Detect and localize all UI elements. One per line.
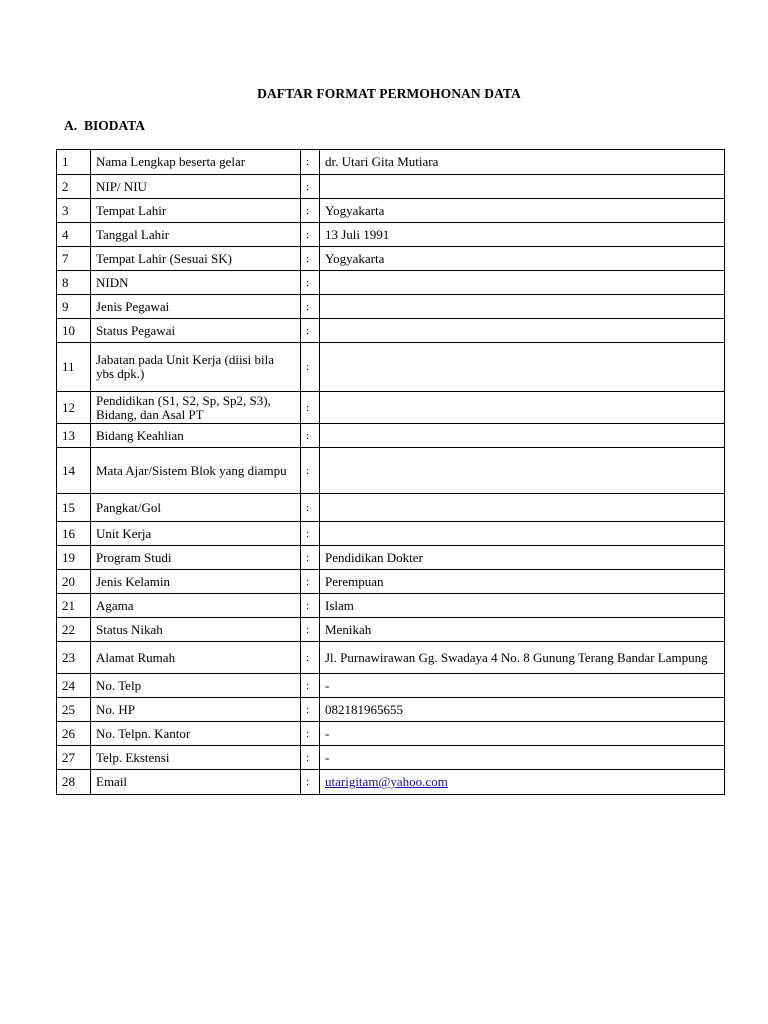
- biodata-table: [56, 149, 725, 795]
- row-label: No. Telp: [91, 674, 301, 698]
- row-value: [320, 343, 725, 392]
- row-number: 16: [57, 522, 91, 546]
- table-row: [57, 522, 725, 546]
- row-value: [320, 319, 725, 343]
- row-value: [320, 271, 725, 295]
- row-number: 24: [57, 674, 91, 698]
- row-label: No. HP: [91, 698, 301, 722]
- row-value: Pendidikan Dokter: [320, 546, 725, 570]
- table-row: [57, 546, 725, 570]
- table-row: [57, 199, 725, 223]
- row-value: Menikah: [320, 618, 725, 642]
- table-row: [57, 175, 725, 199]
- section-letter: A.: [64, 118, 78, 133]
- row-label: Unit Kerja: [91, 522, 301, 546]
- row-separator: :: [301, 618, 320, 642]
- table-row: [57, 392, 725, 424]
- row-number: 9: [57, 295, 91, 319]
- row-value: [320, 424, 725, 448]
- row-label: Pendidikan (S1, S2, Sp, Sp2, S3), Bidang, dan Asal PT: [91, 392, 301, 424]
- row-separator: :: [301, 642, 320, 674]
- row-value: -: [320, 746, 725, 770]
- row-number: 27: [57, 746, 91, 770]
- row-separator: :: [301, 247, 320, 271]
- row-number: 1: [57, 150, 91, 175]
- row-number: 7: [57, 247, 91, 271]
- row-separator: :: [301, 448, 320, 494]
- row-separator: :: [301, 175, 320, 199]
- table-row: [57, 698, 725, 722]
- row-label: NIDN: [91, 271, 301, 295]
- document-title: DAFTAR FORMAT PERMOHONAN DATA: [257, 86, 521, 101]
- row-number: 14: [57, 448, 91, 494]
- row-number: 3: [57, 199, 91, 223]
- row-separator: :: [301, 770, 320, 795]
- row-value: Jl. Purnawirawan Gg. Swadaya 4 No. 8 Gunung Terang Bandar Lampung: [320, 642, 725, 674]
- row-label: Tempat Lahir (Sesuai SK): [91, 247, 301, 271]
- row-label: Alamat Rumah: [91, 642, 301, 674]
- row-label: No. Telpn. Kantor: [91, 722, 301, 746]
- row-label: Mata Ajar/Sistem Blok yang diampu: [91, 448, 301, 494]
- table-row: [57, 674, 725, 698]
- row-label: Status Nikah: [91, 618, 301, 642]
- row-value: Yogyakarta: [320, 247, 725, 271]
- row-number: 4: [57, 223, 91, 247]
- table-row: [57, 343, 725, 392]
- row-value: Yogyakarta: [320, 199, 725, 223]
- table-row: [57, 770, 725, 795]
- table-row: [57, 570, 725, 594]
- row-separator: :: [301, 343, 320, 392]
- row-separator: :: [301, 295, 320, 319]
- row-label: Status Pegawai: [91, 319, 301, 343]
- row-label: NIP/ NIU: [91, 175, 301, 199]
- row-separator: :: [301, 199, 320, 223]
- row-value: [320, 494, 725, 522]
- row-number: 2: [57, 175, 91, 199]
- row-value: [320, 295, 725, 319]
- table-row: [57, 494, 725, 522]
- section-title: BIODATA: [84, 118, 146, 133]
- row-value: -: [320, 722, 725, 746]
- row-number: 22: [57, 618, 91, 642]
- row-separator: :: [301, 392, 320, 424]
- row-label: Pangkat/Gol: [91, 494, 301, 522]
- row-label: Email: [91, 770, 301, 795]
- row-value: [320, 448, 725, 494]
- table-row: [57, 150, 725, 175]
- row-number: 13: [57, 424, 91, 448]
- row-separator: :: [301, 522, 320, 546]
- row-separator: :: [301, 150, 320, 175]
- table-row: [57, 223, 725, 247]
- table-row: [57, 424, 725, 448]
- row-number: 25: [57, 698, 91, 722]
- row-number: 19: [57, 546, 91, 570]
- table-row: [57, 319, 725, 343]
- row-separator: :: [301, 223, 320, 247]
- row-separator: :: [301, 674, 320, 698]
- row-value: [320, 770, 725, 795]
- table-row: [57, 247, 725, 271]
- row-separator: :: [301, 746, 320, 770]
- row-separator: :: [301, 698, 320, 722]
- row-number: 11: [57, 343, 91, 392]
- table-row: [57, 448, 725, 494]
- row-separator: :: [301, 546, 320, 570]
- table-row: [57, 722, 725, 746]
- table-row: [57, 594, 725, 618]
- row-label: Jabatan pada Unit Kerja (diisi bila ybs dpk.): [91, 343, 301, 392]
- row-label: Program Studi: [91, 546, 301, 570]
- row-number: 28: [57, 770, 91, 795]
- table-row: [57, 271, 725, 295]
- row-value: [320, 522, 725, 546]
- row-separator: :: [301, 594, 320, 618]
- row-label: Jenis Kelamin: [91, 570, 301, 594]
- row-value: Perempuan: [320, 570, 725, 594]
- table-row: [57, 642, 725, 674]
- row-label: Tanggal Lahir: [91, 223, 301, 247]
- email-link[interactable]: utarigitam@yahoo.com: [325, 774, 448, 789]
- row-separator: :: [301, 424, 320, 448]
- row-number: 15: [57, 494, 91, 522]
- row-value: 082181965655: [320, 698, 725, 722]
- row-separator: :: [301, 319, 320, 343]
- section-heading: [64, 118, 145, 134]
- row-separator: :: [301, 494, 320, 522]
- row-number: 8: [57, 271, 91, 295]
- row-label: Jenis Pegawai: [91, 295, 301, 319]
- row-separator: :: [301, 722, 320, 746]
- row-separator: :: [301, 271, 320, 295]
- row-value: [320, 175, 725, 199]
- row-number: 26: [57, 722, 91, 746]
- row-number: 10: [57, 319, 91, 343]
- row-value: Islam: [320, 594, 725, 618]
- row-value: -: [320, 674, 725, 698]
- row-label: Tempat Lahir: [91, 199, 301, 223]
- row-label: Telp. Ekstensi: [91, 746, 301, 770]
- row-label: Nama Lengkap beserta gelar: [91, 150, 301, 175]
- row-number: 12: [57, 392, 91, 424]
- row-value: dr. Utari Gita Mutiara: [320, 150, 725, 175]
- table-row: [57, 295, 725, 319]
- row-value: 13 Juli 1991: [320, 223, 725, 247]
- row-separator: :: [301, 570, 320, 594]
- row-number: 21: [57, 594, 91, 618]
- row-number: 23: [57, 642, 91, 674]
- table-row: [57, 746, 725, 770]
- row-number: 20: [57, 570, 91, 594]
- row-label: Agama: [91, 594, 301, 618]
- row-label: Bidang Keahlian: [91, 424, 301, 448]
- row-value: [320, 392, 725, 424]
- table-row: [57, 618, 725, 642]
